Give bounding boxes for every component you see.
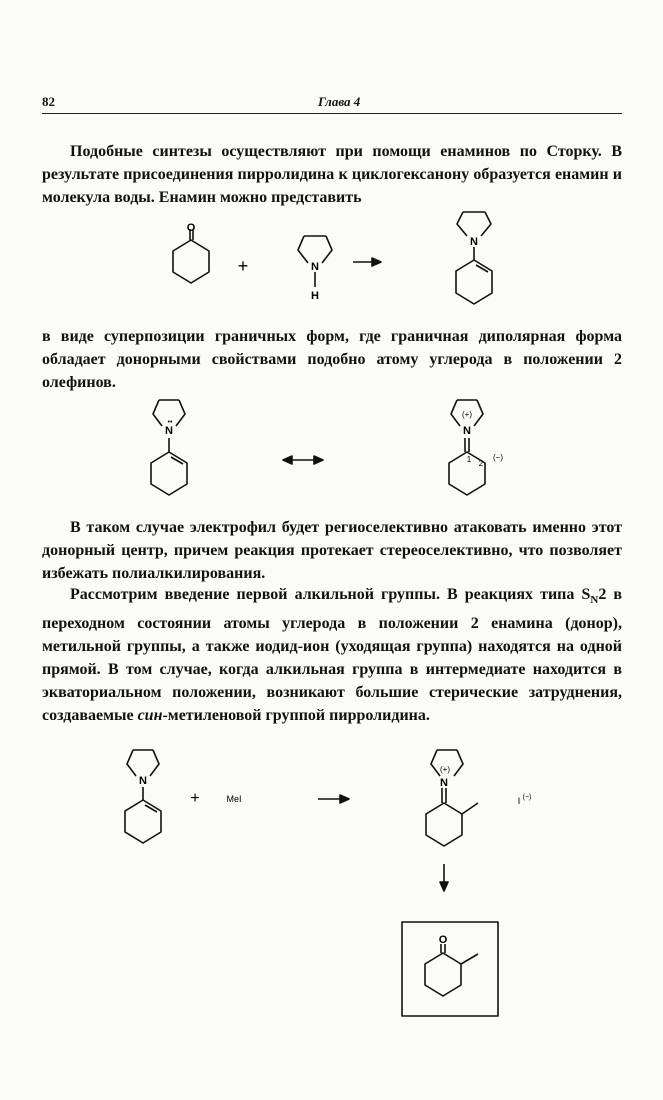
position-1-label: 1 [466,455,472,464]
nitrogen-label: N [139,775,147,787]
resonance-arrow [283,456,323,464]
paragraph-4-text-end: -метиленовой группой пирролидина. [162,707,430,725]
methyl-iodide-label: MeI [226,794,242,804]
enamine-reactant-structure [125,750,161,843]
positive-charge-label: (+) [440,765,450,774]
plus-sign: + [190,790,200,807]
iminium-nitrogen-label: N [463,425,471,437]
nitrogen-label: N [311,261,319,273]
paragraph-3-text: В таком случае электрофил будет региоселективно атаковать именно этот донорный центр, причем реакция протекает стереоселективно, что позволяет избежать полиалкилирования. [42,519,622,582]
hydrolysis-arrow [440,864,448,891]
paragraph-1-text: Подобные синтезы осуществляют при помощи енаминов по Сторку. В результате присоединения пирролидина к циклогексанону образуется енамин и молекула воды. Енамин можно представить [42,143,622,206]
cyclohexanone-structure [173,229,209,283]
nitrogen-label: N [165,425,173,437]
paragraph-4-italic-term: син [137,707,163,725]
lone-pair-dots: •• [167,419,173,426]
enamine-nitrogen-label: N [470,236,478,248]
iminium-methyl-structure [426,750,478,846]
paragraph-2-text: в виде суперпозиции граничных форм, где граничная диполярная форма обладает донорными свойствами подобно атому углерода в положении 2 олефинов. [42,328,622,391]
paragraph-4-subscript: N [590,594,599,607]
paragraph-1 [42,140,622,209]
negative-charge-label: (−) [493,453,503,462]
running-header [42,94,622,116]
paragraph-4-text-start: Рассмотрим введение первой алкильной группы. В реакциях типа S [70,586,591,603]
iminium-nitrogen-label: N [440,777,448,789]
methylcyclohexanone-product [425,944,478,996]
product-frame [402,922,498,1016]
paragraph-3 [42,516,622,585]
paragraph-2 [42,325,622,394]
reaction-arrow [318,795,349,803]
product-oxygen-label: O [438,934,448,946]
page-number: 82 [42,94,55,109]
position-2-label: 2 [478,459,484,468]
chapter-title: Глава 4 [318,94,361,109]
header-rule [42,113,622,114]
reaction-arrow [353,258,381,266]
positive-charge-label: (+) [462,410,472,419]
scheme-resonance-forms [130,392,530,502]
plus-sign: + [237,256,249,276]
scheme-alkylation [100,742,550,1022]
iodide-label: I [517,796,521,806]
enamine-neutral-form [151,400,187,495]
hydrogen-label: H [311,290,319,302]
scheme-enamine-formation [150,206,510,318]
paragraph-4 [42,583,622,727]
oxygen-label: O [186,222,196,234]
paragraph-4-text-middle: 2 в переходном состоянии атомы углерода в положении 2 енамина (донор), метильной группы, а также иодид-ион (уходящая группа) находятся на одной прямой. В том случае, когда алкильная группа в интермедиате находится в экваториальном положении, возникают большие стерические затруднения, создаваемые [42,586,623,725]
iodide-charge-label: (−) [522,794,532,801]
enamine-structure [456,212,492,304]
